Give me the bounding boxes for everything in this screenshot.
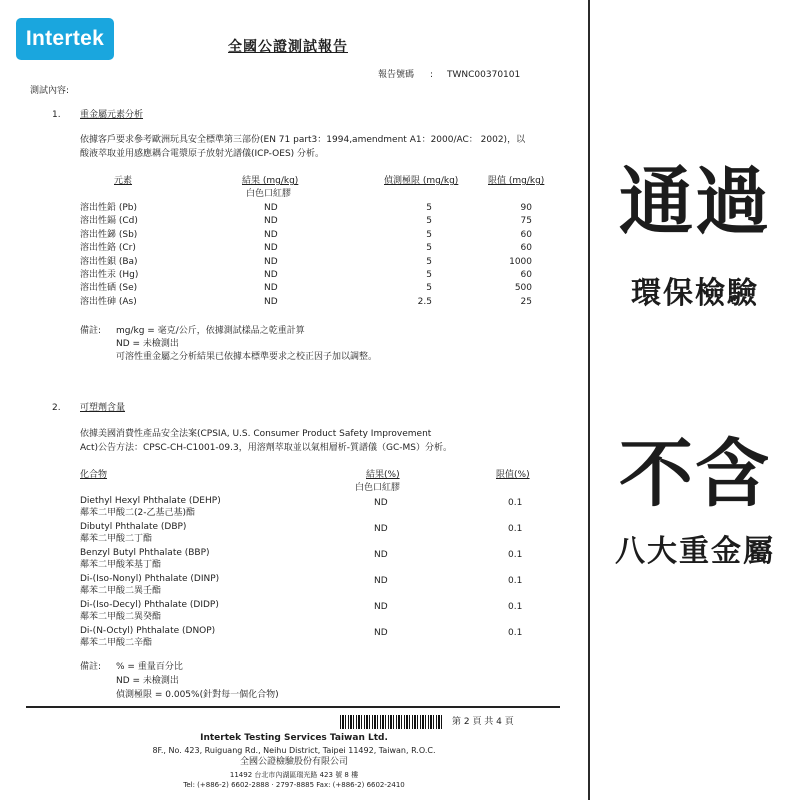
report-title: 全國公證測試報告	[228, 39, 348, 55]
headline-free-of: 不含	[619, 431, 771, 517]
element-name: 溶出性銻 (Sb)	[80, 229, 138, 240]
element-limit-value: 90	[520, 203, 532, 213]
element-detection-limit: 5	[426, 216, 432, 227]
element-limit-value: 60	[520, 270, 532, 280]
section1-desc-line2: 酸液萃取並用感應耦合電漿原子放射光譜儀(ICP-OES) 分析。	[80, 149, 325, 159]
compound-name-zh: 鄰苯二甲酸二辛酯	[80, 638, 153, 648]
section1-note1: mg/kg = 毫克/公斤，依據測試樣品之乾重計算	[116, 326, 305, 336]
element-result: ND	[264, 203, 278, 213]
page-indicator: 第 2 頁 共 4 頁	[452, 717, 514, 727]
report-number-label: 報告號碼	[378, 70, 415, 80]
header-result-pct: 結果(%)	[366, 470, 400, 480]
compound-limit-value: 0.1	[508, 498, 523, 508]
report-number-sep: :	[430, 70, 434, 80]
section1-heading: 重金屬元素分析	[80, 110, 144, 120]
subheadline-eco-test: 環保檢驗	[631, 276, 759, 311]
section1-note2: ND = 未檢測出	[116, 339, 179, 349]
compound-result: ND	[374, 602, 388, 612]
element-name: 溶出性鎘 (Cd)	[80, 216, 138, 227]
compound-limit-value: 0.1	[508, 576, 523, 586]
element-name: 溶出性砷 (As)	[80, 296, 137, 307]
compound-name-en: Di-(N-Octyl) Phthalate (DNOP)	[80, 626, 216, 636]
compound-name-en: Di-(Iso-Decyl) Phthalate (DIDP)	[80, 600, 219, 610]
element-detection-limit: 5	[426, 283, 432, 294]
section2-notes-label: 備註:	[80, 662, 102, 672]
compound-name-zh: 鄰苯二甲酸二異壬酯	[80, 586, 162, 596]
report-number-value: TWNC00370101	[447, 70, 521, 80]
element-result: ND	[264, 296, 278, 307]
element-detection-limit: 5	[426, 270, 432, 280]
compound-result: ND	[374, 550, 388, 560]
element-limit-value: 60	[520, 243, 532, 254]
section2-desc-line1: 依據美國消費性產品安全法案(CPSIA, U.S. Consumer Product Safety Improvement	[80, 429, 432, 439]
element-name: 溶出性鋇 (Ba)	[80, 256, 138, 267]
compound-limit-value: 0.1	[508, 628, 523, 638]
compound-limit-value: 0.1	[508, 550, 523, 560]
element-name: 溶出性硒 (Se)	[80, 283, 138, 294]
element-detection-limit: 5	[426, 229, 432, 240]
header-sample: 白色口紅膠	[246, 189, 292, 199]
element-detection-limit: 2.5	[417, 296, 432, 307]
compound-result: ND	[374, 628, 388, 638]
compound-name-en: Diethyl Hexyl Phthalate (DEHP)	[80, 496, 221, 506]
header-detection: 偵測極限 (mg/kg)	[384, 176, 459, 186]
header-limit: 限值 (mg/kg)	[488, 176, 545, 186]
test-content-label: 測試內容:	[30, 86, 70, 96]
compound-result: ND	[374, 524, 388, 534]
section2-note3: 偵測極限 = 0.005%(針對每一個化合物)	[116, 690, 279, 700]
header-compound: 化合物	[80, 470, 108, 480]
compound-name-zh: 鄰苯二甲酸二丁酯	[80, 534, 153, 544]
compound-limit-value: 0.1	[508, 602, 523, 612]
element-result: ND	[264, 270, 278, 280]
element-name: 溶出性汞 (Hg)	[80, 270, 139, 280]
contact-info: Tel: (+886-2) 6602-2888 · 2797-8885 Fax: (+886-2) 6602-2410	[183, 781, 405, 789]
compound-name-zh: 鄰苯二甲酸二(2-乙基己基)酯	[80, 508, 195, 518]
element-result: ND	[264, 229, 278, 240]
header-sample-2: 白色口紅膠	[355, 483, 401, 493]
element-result: ND	[264, 283, 278, 294]
element-limit-value: 1000	[509, 256, 532, 267]
compound-name-zh: 鄰苯二甲酸苯基丁酯	[80, 560, 162, 570]
section2-number: 2.	[52, 403, 61, 413]
section1-notes-label: 備註:	[80, 326, 102, 336]
compound-limit-value: 0.1	[508, 524, 523, 534]
barcode	[340, 715, 444, 729]
header-result: 結果 (mg/kg)	[242, 176, 299, 186]
header-element: 元素	[114, 176, 133, 186]
element-limit-value: 500	[514, 283, 532, 294]
section2-desc-line2: Act)公告方法：CPSC-CH-C1001-09.3，用溶劑萃取並以氣相層析-質譜儀（GC-MS）分析。	[80, 443, 452, 453]
intertek-logo: Intertek	[16, 18, 114, 60]
company-name-en: Intertek Testing Services Taiwan Ltd.	[200, 733, 388, 743]
section1-note3: 可溶性重金屬之分析結果已依據本標準要求之校正因子加以調整。	[116, 352, 378, 362]
compound-name-en: Di-(Iso-Nonyl) Phthalate (DINP)	[80, 574, 220, 584]
element-limit-value: 25	[520, 296, 532, 307]
element-result: ND	[264, 216, 278, 227]
compound-name-zh: 鄰苯二甲酸二異癸酯	[80, 612, 162, 622]
compound-result: ND	[374, 576, 388, 586]
element-result: ND	[264, 243, 278, 254]
address-zh: 11492 台北市內湖區瑞光路 423 號 8 樓	[229, 771, 359, 779]
section1-desc-line1: 依據客戶要求參考歐洲玩具安全標準第三部份(EN 71 part3：1994,amendment A1：2000/AC： 2002)，以	[80, 135, 526, 145]
section1-number: 1.	[52, 110, 61, 120]
footer-divider	[26, 706, 560, 708]
element-result: ND	[264, 256, 278, 267]
headline-pass: 通過	[619, 159, 771, 245]
element-detection-limit: 5	[426, 243, 432, 254]
compound-name-en: Benzyl Butyl Phthalate (BBP)	[80, 548, 210, 558]
element-limit-value: 60	[520, 229, 532, 240]
element-detection-limit: 5	[426, 256, 432, 267]
element-name: 溶出性鉻 (Cr)	[80, 243, 136, 254]
section2-heading: 可塑劑含量	[80, 403, 126, 413]
section2-note2: ND = 未檢測出	[116, 676, 179, 686]
compound-name-en: Dibutyl Phthalate (DBP)	[80, 522, 187, 532]
element-name: 溶出性鉛 (Pb)	[80, 203, 138, 213]
header-limit-pct: 限值(%)	[496, 470, 530, 480]
compound-result: ND	[374, 498, 388, 508]
element-limit-value: 75	[520, 216, 532, 227]
divider-line	[588, 0, 590, 800]
subheadline-eight-heavy-metals: 八大重金屬	[615, 534, 775, 569]
company-name-zh: 全國公證檢驗股份有限公司	[239, 757, 348, 767]
section2-note1: % = 重量百分比	[116, 662, 183, 672]
element-detection-limit: 5	[426, 203, 432, 213]
address-en: 8F., No. 423, Ruiguang Rd., Neihu District, Taipei 11492, Taiwan, R.O.C.	[152, 746, 436, 755]
